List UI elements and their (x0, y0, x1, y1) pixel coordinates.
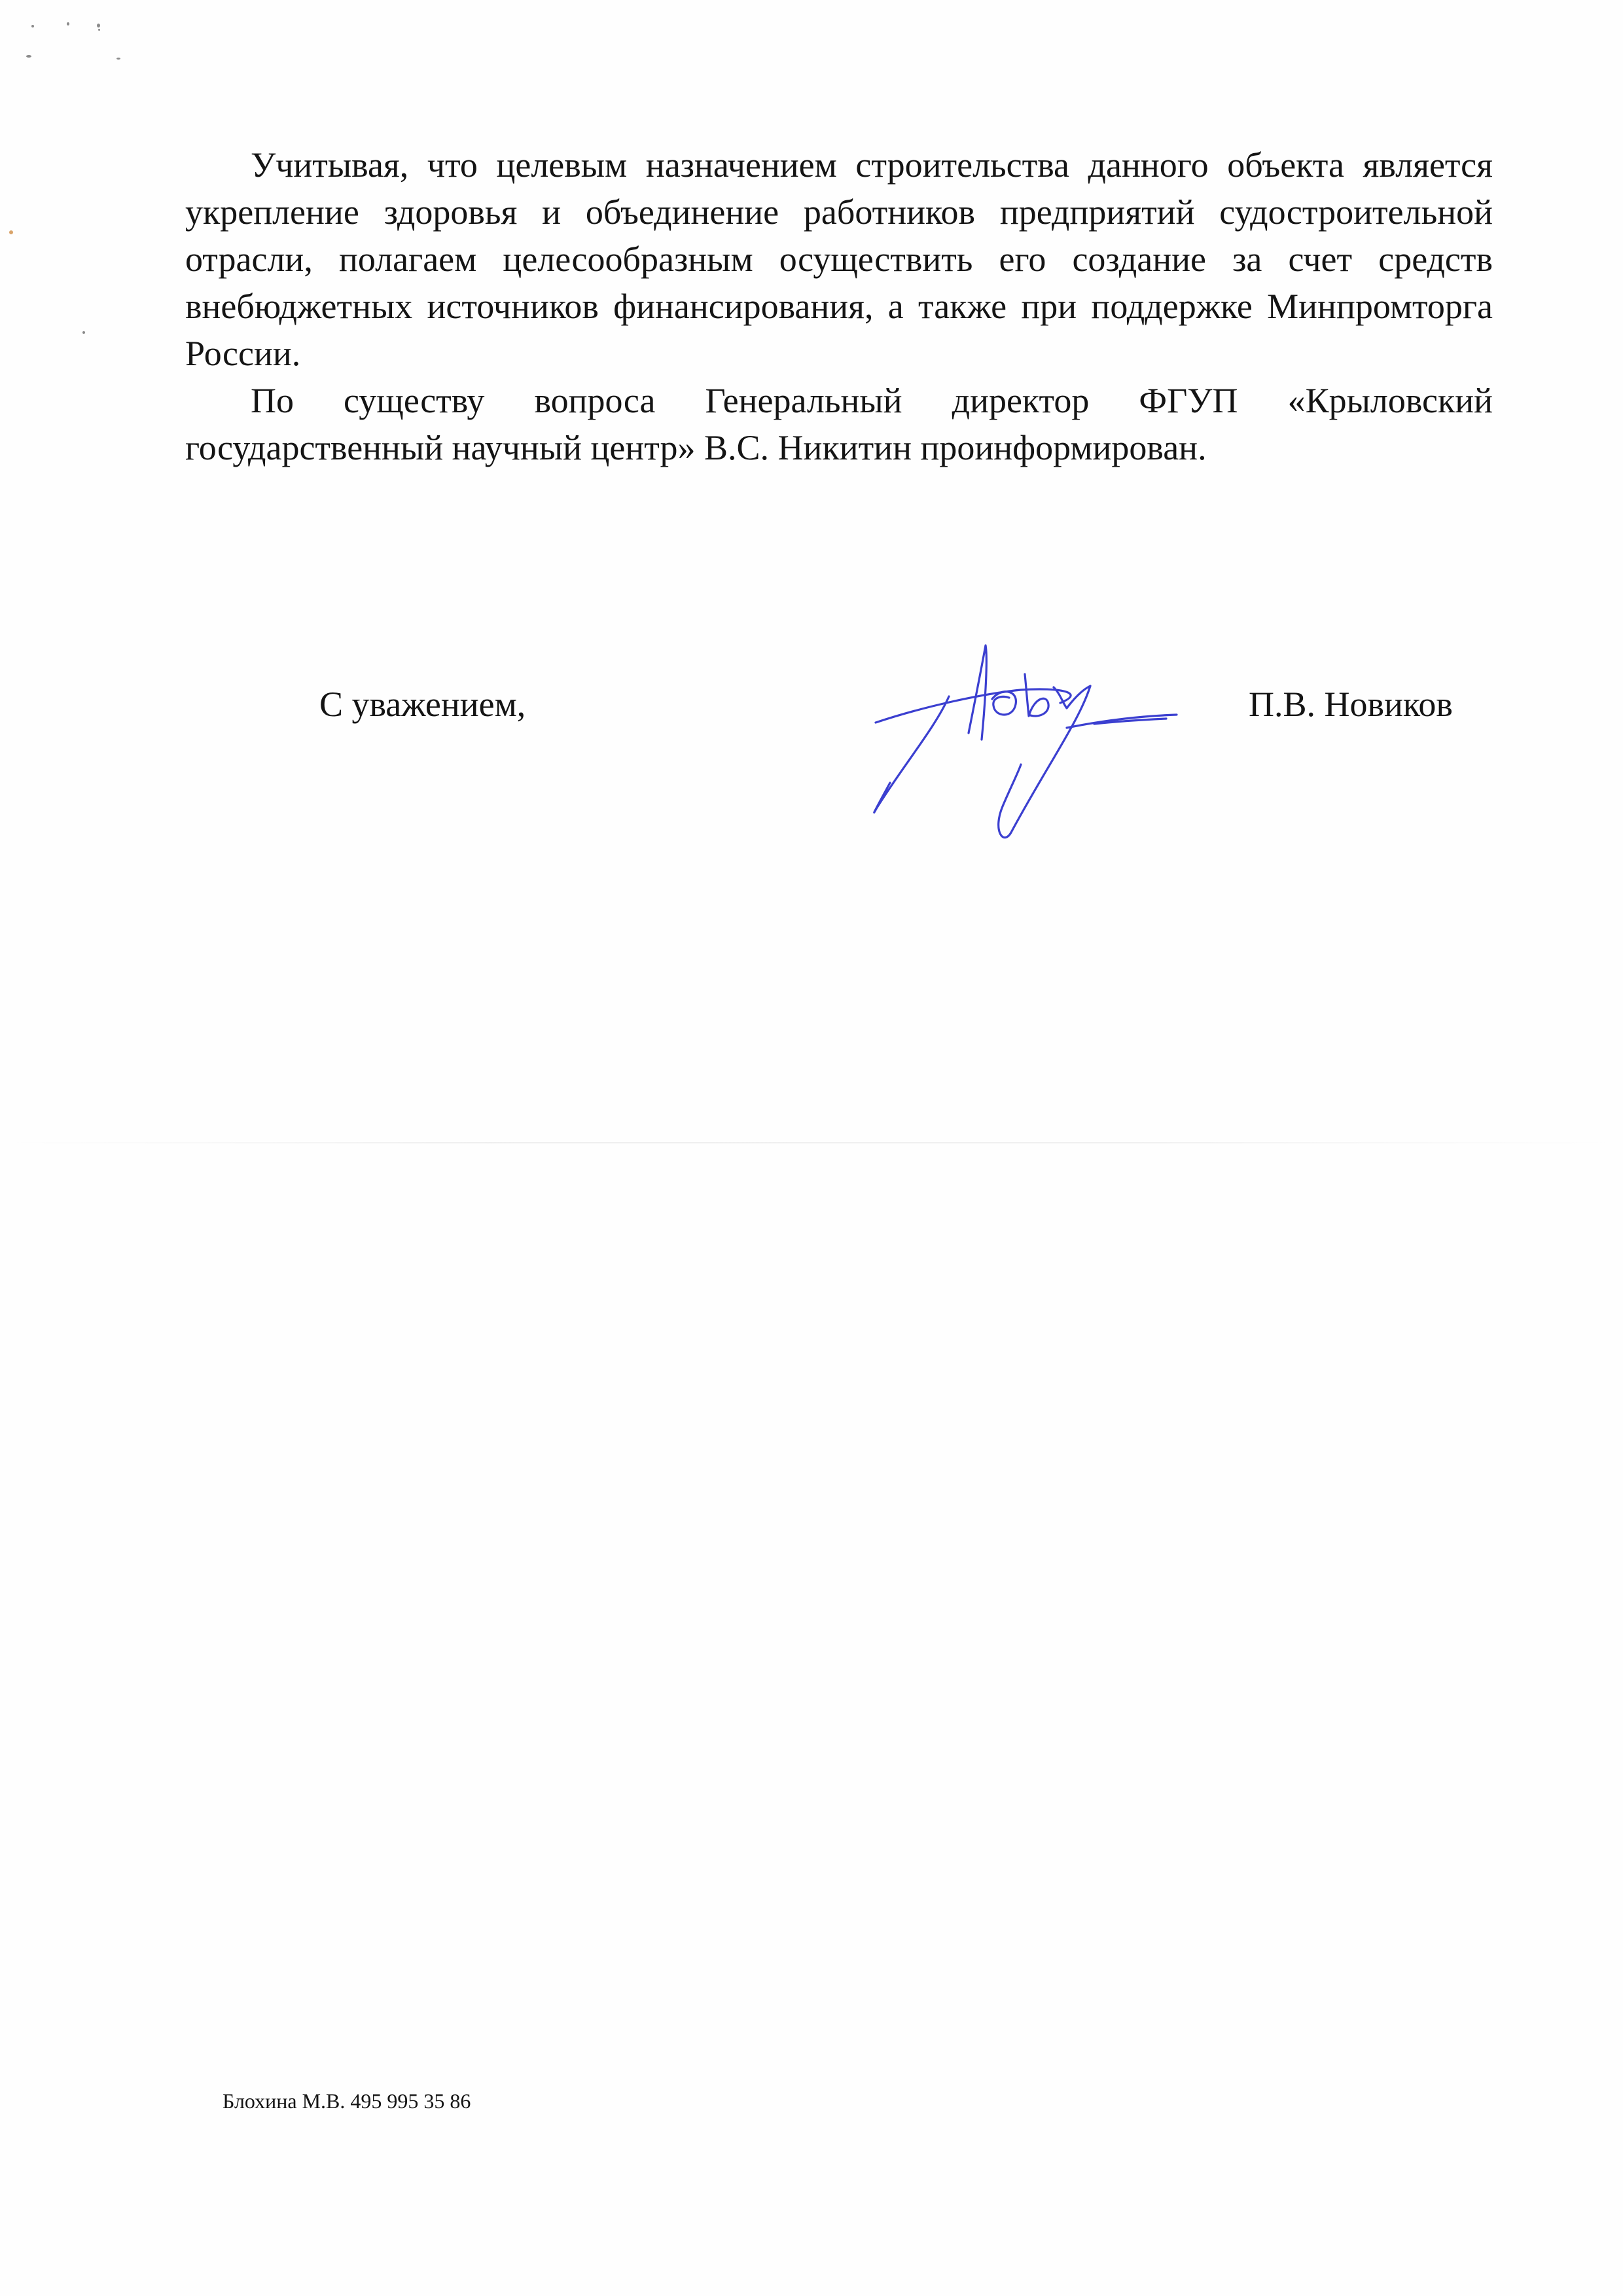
scan-speck (82, 331, 85, 334)
paragraph-informed: По существу вопроса Генеральный директор ФГУП «Крыловский государственный научный центр» В.С. Никитин проинформирован. (185, 381, 1493, 467)
executor-contact: Блохина М.В. 495 995 35 86 (223, 2089, 471, 2113)
signature-icon (864, 635, 1191, 884)
letter-body (185, 141, 1493, 471)
paragraph-financing: Учитывая, что целевым назначением строительства данного объекта является укрепление здоровья и объединение работников предприятий судостроительной отрасли, полагаем целесообразным осуществить его создание за счет средств внебюджетных источников финансирования, а также при поддержке Минпромторга России. (185, 145, 1493, 373)
closing-salutation: С уважением, (319, 685, 526, 724)
signer-name: П.В. Новиков (1249, 685, 1453, 724)
scan-speck (26, 55, 31, 58)
scan-speck (67, 22, 69, 26)
paper-fold-line (0, 1142, 1623, 1143)
scan-speck (9, 230, 13, 234)
scan-speck (98, 29, 100, 31)
scan-speck (31, 25, 34, 27)
scan-speck (116, 58, 120, 60)
scan-speck (97, 24, 100, 27)
